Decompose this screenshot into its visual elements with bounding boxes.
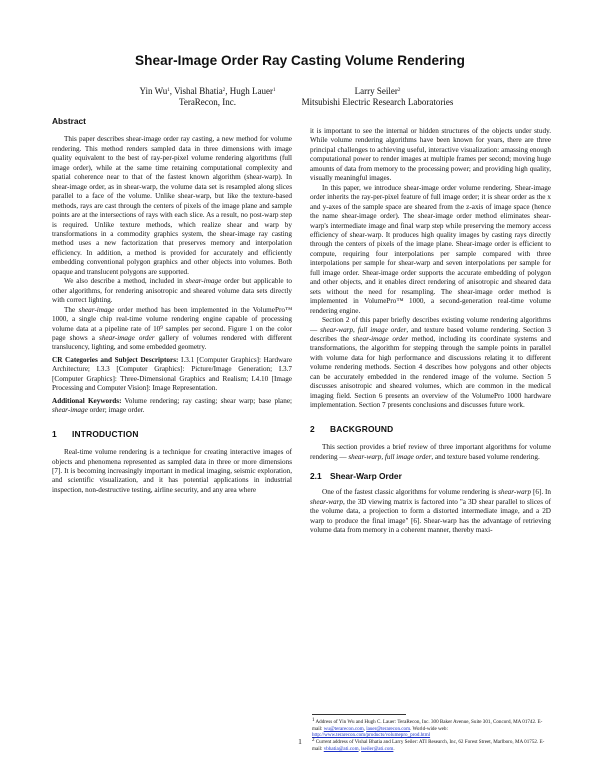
affiliation-mark: 1: [273, 88, 276, 93]
footnotes: [312, 719, 552, 753]
web-link[interactable]: http://www.terarecon.com/products/volumepro_prod.html: [312, 732, 431, 739]
right-paragraph-2: In this paper, we introduce shear-image order volume rendering. Shear-image order inherits the ray-per-pixel feature of full image order; it is shear order as the x and y-axes of the sample space are sheared from the z-axis of image space (hence the name shear-image order). The shear-image order method eliminates shear-warp's intermediate image and final warp step while preserving the memory access efficiency of shear-warp. It produces high quality images by casting rays directly through the centers of pixels of the image plane. Shear-image order is efficient to compute, requiring four interpolations per sample compared with three interpolations per sample for shear-warp and seven interpolations per sample for full image order. Shear-image order supports the accurate embedding of polygon and other objects, and it enables direct rendering of anisotropic and sheared data sets without the need for resampling. The shear-image order method is implemented in VolumePro™ 1000, a second-generation real-time volume rendering engine.: [310, 183, 551, 315]
author-names-left: Yin Wu$^1$, Vishal Bhatia$^2$, Hugh Lauer$^1$: [139, 86, 276, 96]
author-name: Yin Wu: [139, 86, 168, 96]
affiliation-right: Mitsubishi Electric Research Laboratories: [301, 97, 454, 107]
abstract-paragraph-2: We also describe a method, included in shear-image order but applicable to other algorithms, for rendering anisotropic and sheared volume data sets directly with correct lighting.: [52, 277, 292, 305]
right-paragraph-3: Section 2 of this paper briefly describes existing volume rendering algorithms — shear-warp, full image order, and texture based volume rendering. Section 3 describes the shear-image order method, including its coordinate systems and transformations, the algorithm for stepping through the sample points in parallel with volume data for high performance and discussions relating it to different volume rendering methods. Section 4 describes how polygons and other objects can be accurately embedded in the rendered image of the volume. Section 5 discusses anisotropic and sheared volumes, which are common in the medical imaging field. Section 6 presents an overview of the VolumePro 1000 hardware implementation. Section 7 presents conclusions and discusses future work.: [310, 316, 552, 410]
subsection-heading-shear-warp: 2.1 Shear-Warp Order: [310, 470, 402, 481]
affiliation-left: TeraRecon, Inc.: [178, 97, 237, 107]
email-link[interactable]: vbhatia@ati.com: [323, 745, 359, 752]
author-name: Vishal Bhatia: [174, 86, 223, 96]
email-link[interactable]: wu@terarecon.com: [323, 725, 364, 732]
section-heading-background: 2 BACKGROUND: [310, 423, 394, 434]
abstract-heading: Abstract: [52, 116, 86, 126]
right-paragraph-1: it is important to see the internal or hidden structures of the objects under study. While volume rendering algorithms have been known for years, there are three principal challenges to achieving useful, interactive visualization: amassing enough computational power to render images at multiple frames per second; moving huge amounts of data from memory to the processing power; and providing high quality, visually meaningful images.: [310, 127, 551, 183]
email-link[interactable]: lauer@terarecon.com: [366, 725, 411, 732]
background-paragraph-1: This section provides a brief review of three important algorithms for volume rendering — shear-warp, full image order, and texture based volume rendering.: [310, 443, 551, 461]
footnote-1: $^1$ Address of Yin Wu and Hugh C. Lauer: TeraRecon, Inc. 300 Baker Avenue, Suite 301, Concord, MA 01742. E-mail: wu@terarecon.com, lauer@terarecon.com. World-wide web: http://www.terarecon.com/products/volumepro_prod.html: [312, 718, 543, 739]
abstract-paragraph-3: The shear-image order method has been implemented in the VolumePro™ 1000, a single chip real-time volume rendering engine capable of processing volume data at a pipeline rate of $10^9$ samples per second. Figure 1 on the color page shows a shear-image order gallery of volumes rendered with different translucency, lighting, and some embedded geometry.: [52, 305, 292, 352]
footnote-rule: [312, 714, 406, 715]
paper-title: Shear-Image Order Ray Casting Volume Rendering: [135, 53, 465, 68]
page-number: 1: [298, 737, 302, 746]
additional-keywords: Additional Keywords: Volume rendering; ray casting; shear warp; base plane; shear-image order; image order.: [52, 396, 292, 415]
author-name: Hugh Lauer: [229, 86, 273, 96]
right-column: [310, 127, 551, 536]
section-heading-introduction: 1 INTRODUCTION: [52, 428, 139, 439]
intro-paragraph-1: Real-time volume rendering is a technique for creating interactive images of objects and phenomena represented as sampled data in three or more dimensions [7]. It is becoming increasingly important in medical imaging, seismic exploration, and scientific visualization, and it has potential applications in industrial inspection, non-destructive testing, airline security, and any area where: [52, 448, 292, 494]
shear-warp-paragraph-1: One of the fastest classic algorithms for volume rendering is shear-warp [6]. In shear-warp, the 3D viewing matrix is factored into "a 3D shear parallel to slices of the volume data, a projection to form a distorted intermediate image, and a 2D warp to produce the final image" [6]. Shear-warp has the advantage of retrieving volume data from memory in a coherent manner, thereby maxi-: [310, 488, 552, 535]
abstract-paragraph-1: This paper describes shear-image order ray casting, a new method for volume rendering. This method renders sampled data in three dimensions with image quality equivalent to the best of ray-per-pixel volume rendering algorithms (full image order), while at the same time retaining computational complexity and spatial coherence near to that of the fastest known algorithm (shear-warp). In shear-image order, as in shear-warp, the volume data set is resampled along slices parallel to a face of the volume. Unlike shear-warp, but like the texture-based methods, rays are cast through the centers of pixels of the image plane and sample points are at the intersections of rays with each slice. As a result, no post-warp step is required. Unlike texture methods, which realize shear and warp by transformations in a commodity graphics system, the shear-image ray casting method uses a new factorization that preserves memory and interpolation efficiency. In addition, a method is provided for accurately and efficiently embedding conventional polygon graphics and other objects into volumes. Both opaque and translucent polygons are supported.: [52, 135, 292, 276]
author-name: Larry Seiler: [354, 86, 398, 96]
affiliation-mark: 1: [167, 88, 170, 93]
affiliation-mark: 2: [397, 88, 401, 93]
cr-categories: CR Categories and Subject Descriptors: I.3.1 [Computer Graphics]: Hardware Architecture; I.3.3 [Computer Graphics]: Picture/Image Generation; I.3.7 [Computer Graphics]: Three-Dimensional Graphics and Realism; I.4.10 [Image Processing and Computer Vision]: Image Representation.: [52, 355, 293, 393]
affiliation-mark: 2: [222, 88, 226, 93]
footnote-2: $^2$ Current address of Vishal Bhatia and Larry Seiler: ATI Research, Inc, 62 Forest Street, Marlboro, MA 01752. E-mail: vbhatia@ati.com, lseiler@ati.com.: [312, 738, 545, 752]
author-name-right: [295, 86, 460, 97]
left-column: [52, 117, 292, 495]
email-link[interactable]: lseiler@ati.com: [361, 745, 394, 752]
